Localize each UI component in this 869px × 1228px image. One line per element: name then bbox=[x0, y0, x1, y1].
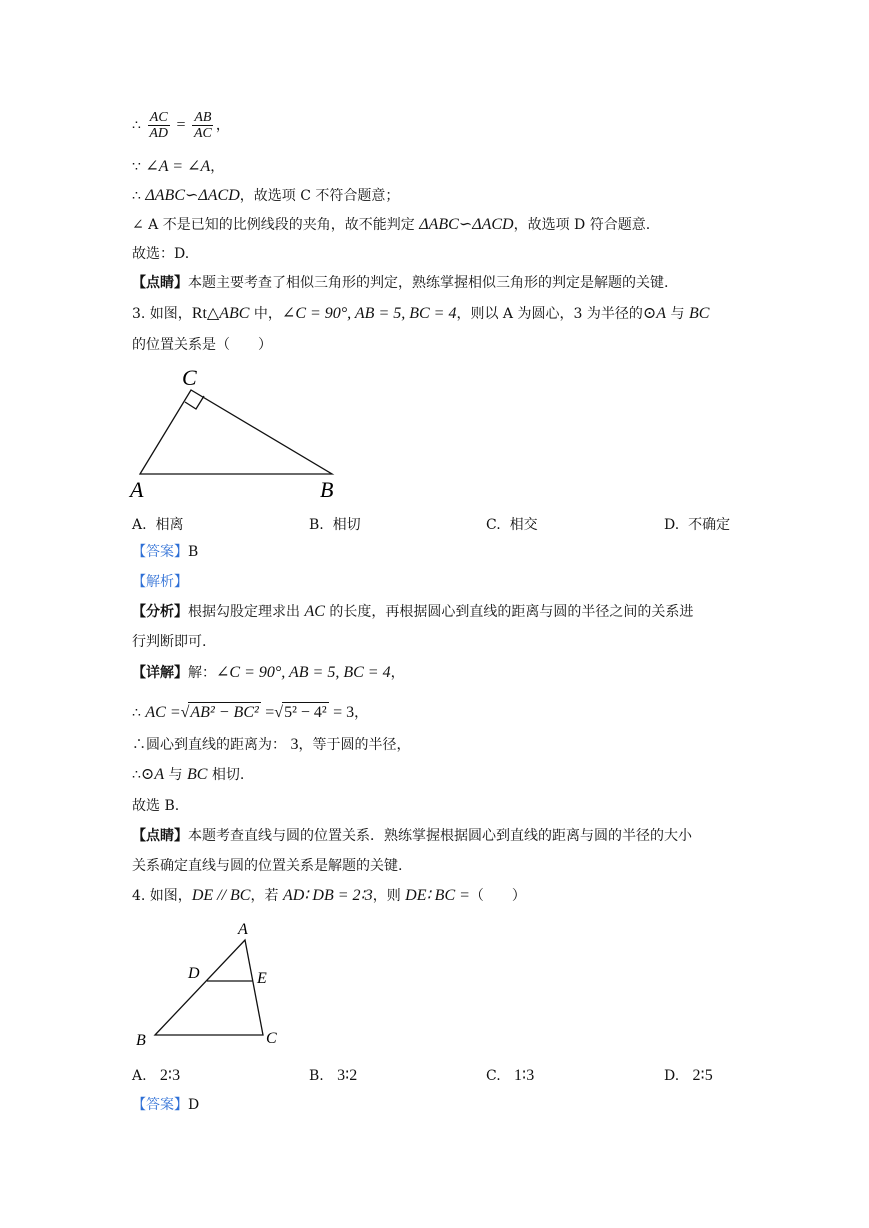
option-text: 不确定 bbox=[688, 517, 731, 533]
fraction-numerator: AB bbox=[194, 110, 212, 125]
option-b[interactable] bbox=[309, 1065, 357, 1085]
option-letter: A. bbox=[132, 1068, 147, 1084]
comment-tag: 【点睛】 bbox=[132, 275, 188, 291]
option-letter: D. bbox=[664, 1068, 680, 1084]
comma: ， bbox=[354, 705, 369, 721]
detail-tag: 【详解】 bbox=[132, 665, 188, 681]
angle-note-text: ∠ A 不是已知的比例线段的夹角，故不能判定 bbox=[132, 217, 415, 233]
circle-a: ⊙A bbox=[140, 766, 165, 783]
fenxi-text: 根据勾股定理求出 bbox=[188, 604, 305, 620]
comment-tag: 【点睛】 bbox=[132, 828, 188, 844]
option-letter: A. bbox=[132, 517, 147, 533]
sqrt-radicand-1: AB² − BC² bbox=[190, 704, 259, 721]
distance-value: 3 bbox=[290, 736, 299, 753]
analysis-tag: 【解析】 bbox=[132, 574, 188, 590]
answer-tag: 【答案】 bbox=[132, 544, 188, 560]
segment-ac: AC bbox=[304, 603, 325, 620]
vertex-label-e: E bbox=[257, 970, 267, 987]
option-text: 2∶5 bbox=[692, 1067, 713, 1084]
option-text: 3∶2 bbox=[337, 1067, 358, 1084]
q4-answer-line bbox=[132, 1095, 199, 1115]
stem-text: ，则 bbox=[372, 888, 406, 904]
comment-text: 本题考查直线与圆的位置关系．熟练掌握根据圆心到直线的距离与圆的半径的大小 bbox=[188, 828, 692, 844]
comma: ， bbox=[210, 159, 225, 175]
equals-sign: = bbox=[176, 116, 186, 134]
similarity-expression: ΔABC∽ΔACD bbox=[419, 216, 514, 233]
tangent-text: 与 bbox=[164, 767, 188, 783]
option-letter: B. bbox=[309, 517, 324, 533]
option-text: 相切 bbox=[332, 517, 361, 533]
distance-text: ∴圆心到直线的距离为： bbox=[132, 737, 286, 753]
option-letter: B. bbox=[309, 1068, 324, 1084]
therefore-symbol: ∴ bbox=[132, 767, 141, 783]
question-number: 3. 如图， bbox=[132, 306, 192, 322]
sqrt-sign: √ bbox=[180, 704, 190, 721]
because-symbol: ∵ bbox=[132, 159, 141, 175]
equals-sign: = bbox=[265, 704, 275, 721]
fenxi-tag: 【分析】 bbox=[132, 604, 188, 620]
parallel-condition: DE // BC bbox=[191, 887, 251, 904]
distance-text: ，等于圆的半径， bbox=[298, 737, 411, 753]
option-text: 2∶3 bbox=[159, 1067, 181, 1084]
result-value: = 3 bbox=[333, 704, 355, 721]
therefore-symbol: ∴ bbox=[132, 705, 141, 721]
given-conditions: ∠C = 90°, AB = 5, BC = 4 bbox=[216, 664, 391, 681]
triangle-abc bbox=[155, 940, 263, 1035]
comma: ， bbox=[215, 117, 230, 134]
similarity-expression: ΔABC∽ΔACD bbox=[145, 187, 240, 204]
sqrt-radicand-2: 5² − 4² bbox=[284, 704, 327, 721]
option-d-conclusion: ，故选项 D 符合题意. bbox=[513, 217, 651, 233]
vertex-label-c: C bbox=[182, 365, 197, 390]
stem-text: ，则以 A 为圆心，3 为半径的 bbox=[456, 306, 643, 322]
angle-equation: ∠A = ∠A bbox=[145, 158, 211, 175]
sqrt-sign: √ bbox=[274, 704, 284, 721]
option-d[interactable] bbox=[664, 1065, 713, 1085]
answer-blank: （ ） bbox=[469, 888, 526, 904]
answer-value: D bbox=[188, 1097, 200, 1113]
vertex-label-b: B bbox=[136, 1032, 146, 1049]
option-text: 相交 bbox=[509, 517, 538, 533]
rt-triangle-symbol: Rt△ bbox=[191, 305, 220, 322]
q3-choice-line: 故选 B. bbox=[132, 798, 180, 814]
ac-equals: AC = bbox=[145, 704, 181, 721]
triangle-name: ABC bbox=[219, 305, 250, 322]
fenxi-text: 的长度，再根据圆心到直线的距离与圆的半径之间的关系进 bbox=[324, 604, 694, 620]
option-text: 相离 bbox=[155, 517, 184, 533]
option-letter: C. bbox=[486, 1068, 501, 1084]
tangent-text: 相切. bbox=[207, 767, 245, 783]
therefore-symbol: ∴ bbox=[132, 117, 141, 134]
answer-tag: 【答案】 bbox=[132, 1097, 188, 1113]
vertex-label-a: A bbox=[130, 477, 144, 502]
segment-bc: BC bbox=[187, 766, 208, 783]
detail-text: 解： bbox=[188, 665, 216, 681]
vertex-label-c: C bbox=[266, 1030, 277, 1047]
ratio-condition: AD∶ DB = 2∶3 bbox=[282, 887, 373, 904]
ratio-question: DE∶ BC = bbox=[405, 887, 470, 904]
given-conditions: ∠C = 90°, AB = 5, BC = 4 bbox=[281, 305, 457, 322]
option-letter: D. bbox=[664, 517, 680, 533]
circle-a: ⊙A bbox=[642, 305, 667, 322]
option-text: 1∶3 bbox=[514, 1067, 535, 1084]
q3-comment-line2: 关系确定直线与圆的位置关系是解题的关键. bbox=[132, 858, 403, 874]
option-c-conclusion: ，故选项 C 不符合题意； bbox=[239, 188, 400, 204]
stem-text: 中， bbox=[249, 306, 282, 322]
therefore-symbol: ∴ bbox=[132, 188, 141, 204]
option-letter: C. bbox=[486, 517, 501, 533]
answer-value: B bbox=[188, 544, 199, 560]
vertex-label-d: D bbox=[188, 965, 200, 982]
vertex-label-b: B bbox=[320, 477, 334, 502]
fraction-numerator: AC bbox=[149, 110, 168, 125]
q3-fenxi-line2: 行判断即可. bbox=[132, 634, 207, 650]
option-c[interactable] bbox=[486, 1065, 534, 1085]
fraction-denominator: AC bbox=[193, 126, 212, 141]
stem-text: 与 bbox=[666, 306, 689, 322]
fraction-denominator: AD bbox=[149, 126, 169, 141]
segment-bc: BC bbox=[688, 305, 710, 322]
comment-text: 本题主要考查了相似三角形的判定，熟练掌握相似三角形的判定是解题的关键. bbox=[188, 275, 669, 291]
q3-stem-line2: 的位置关系是（ ） bbox=[132, 337, 272, 353]
stem-text: ，若 bbox=[250, 888, 283, 904]
q2-choice-line: 故选：D. bbox=[132, 246, 190, 262]
vertex-label-a: A bbox=[238, 921, 248, 938]
option-a[interactable] bbox=[132, 1065, 180, 1085]
question-number: 4. 如图， bbox=[132, 888, 192, 904]
comma: ， bbox=[390, 665, 405, 681]
